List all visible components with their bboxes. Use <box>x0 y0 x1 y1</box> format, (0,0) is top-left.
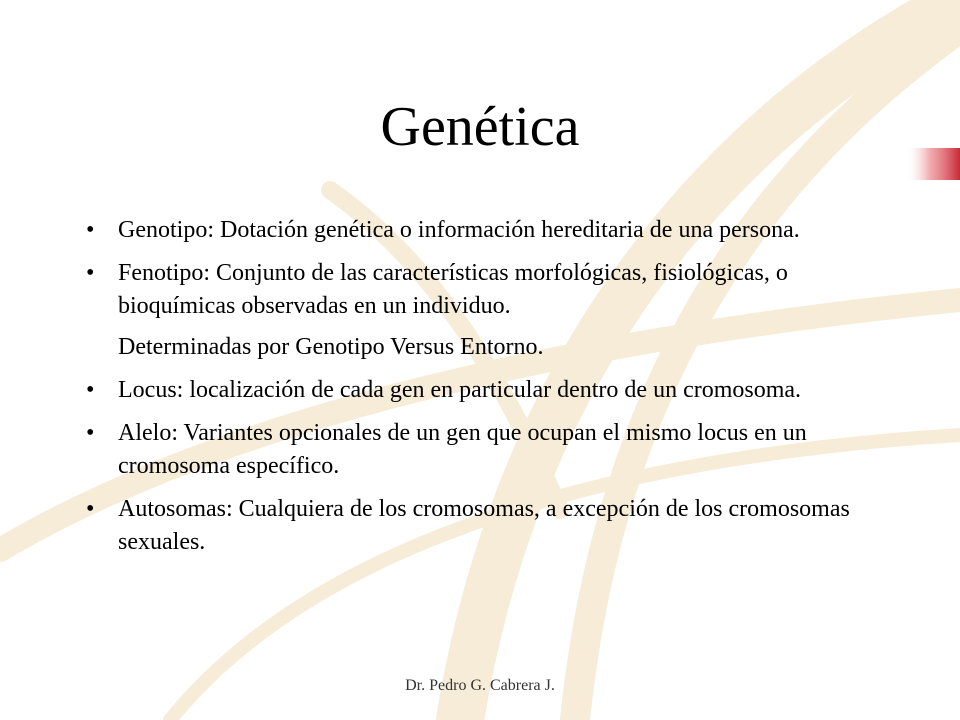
bullet-text: Determinadas por Genotipo Versus Entorno. <box>118 334 544 360</box>
bullet-fenotipo <box>80 257 910 323</box>
bullet-locus <box>80 374 910 407</box>
bullet-marker: • <box>86 260 95 286</box>
bullet-autosomas <box>80 493 910 559</box>
bullet-text: Alelo: Variantes opcionales de un gen que ocupan el mismo locus en un cromosoma específico. <box>118 420 807 479</box>
bullet-marker: • <box>86 217 95 243</box>
bullet-text: Locus: localización de cada gen en particular dentro de un cromosoma. <box>118 377 802 403</box>
bullet-alelo <box>80 417 910 483</box>
slide-footer: Dr. Pedro G. Cabrera J. <box>405 677 555 694</box>
bullet-text: Fenotipo: Conjunto de las características morfológicas, fisiológicas, o bioquímicas observadas en un individuo. <box>118 260 788 319</box>
bullet-marker: • <box>86 496 95 522</box>
bullet-marker: • <box>86 420 95 446</box>
bullet-text: Autosomas: Cualquiera de los cromosomas, a excepción de los cromosomas sexuales. <box>118 496 850 555</box>
bullet-genotipo <box>80 214 910 247</box>
bullet-list <box>80 214 910 569</box>
bullet-marker: • <box>86 377 95 403</box>
bullet-text: Genotipo: Dotación genética o información hereditaria de una persona. <box>118 217 800 243</box>
bullet-continuation <box>80 331 910 364</box>
slide-title: Genética <box>380 96 580 158</box>
